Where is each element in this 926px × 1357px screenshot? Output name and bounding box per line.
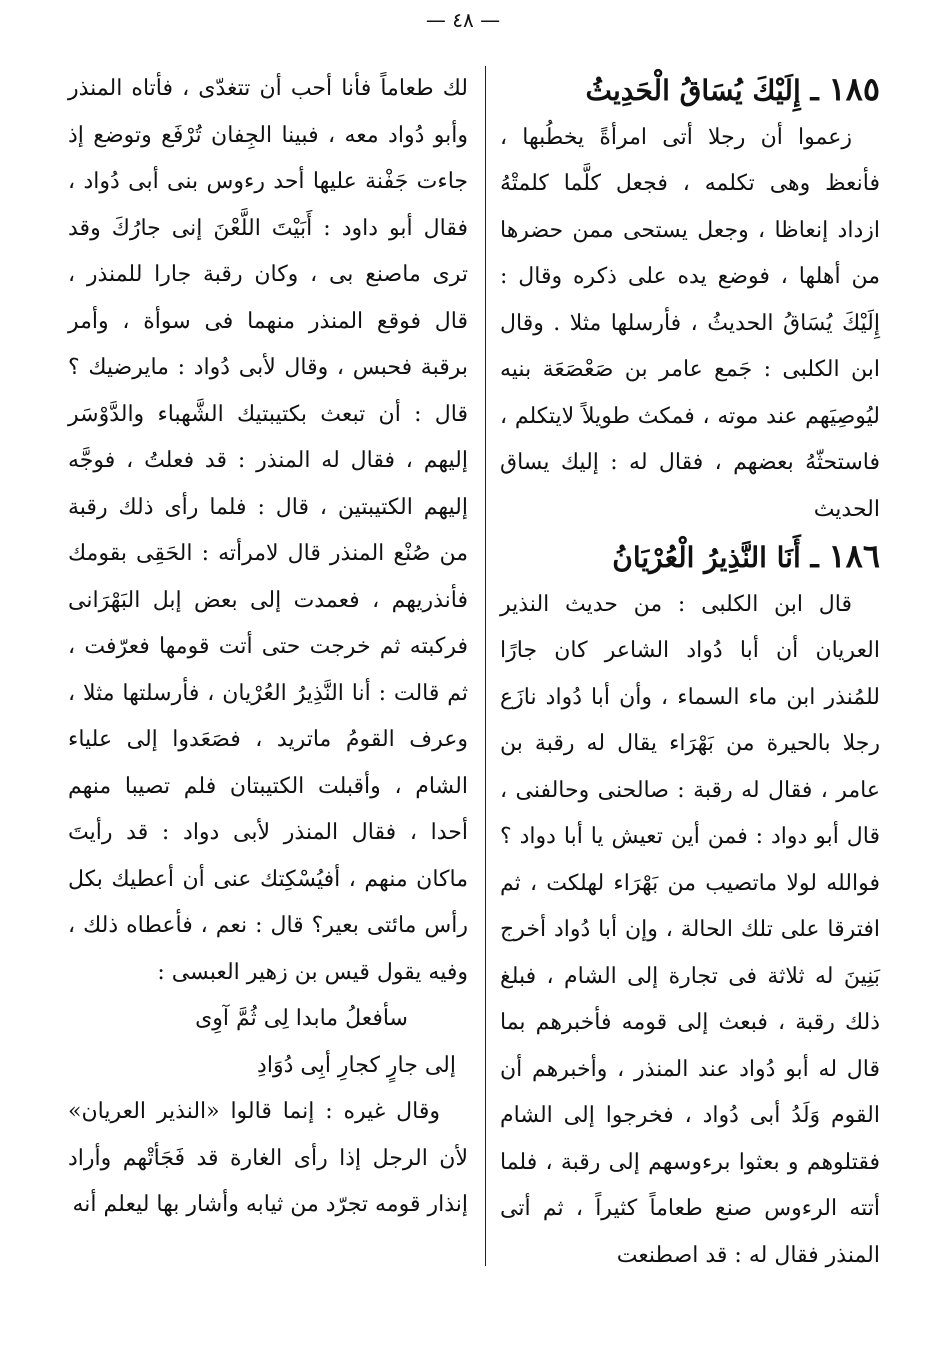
- entry-186-title: ـ أَنَا النَّذِيرُ الْعُرْيَانُ: [612, 541, 819, 574]
- verse-line-1: سأفعلُ مابدا لِى ثُمَّ آوِى: [195, 1006, 408, 1031]
- entry-186-number: ١٨٦: [828, 537, 880, 575]
- left-column-closing-text: وقال غيره : إنما قالوا «النذير العريان» لأن الرجل إذا رأى الغارة قد فَجَأتْهم وأراد إنذار قومه تجرّد من ثيابه وأشار بها ليعلم أنه: [68, 1099, 468, 1217]
- entry-185-text: زعموا أن رجلا أتى امرأةً يخطُبها ، فأنعظ وهى تكلمه ، فجعل كلَّما كلمتْهُ ازداد إنعاظا ، وجعل يستحى ممن حضرها من أهلها ، فوضع يده على ذكره وقال : إِلَيْكَ يُسَاقُ الحديثُ ، فأرسلها مثلا . وقال ابن الكلبى : جَمع عامر بن صَعْصَعَة بنيه ليُوصِيَهم عند موته ، فمكث طويلاً لايتكلم ، فاستحثّهُ بعضهم ، فقال له : إليك يساق الحديث: [500, 124, 880, 522]
- verse-line-2: إلى جارٍ كجارِ أبِى دُوَادِ: [257, 1052, 456, 1078]
- column-divider: [485, 66, 486, 1266]
- entry-186-heading: [500, 533, 880, 582]
- right-column: [500, 66, 880, 1279]
- entry-185-number: ١٨٥: [828, 70, 880, 108]
- entry-185-title: ـ إِلَيْكَ يُسَاقُ الْحَدِيثُ: [585, 74, 819, 107]
- entry-186-text: قال ابن الكلبى : من حديث النذير العريان أن أبا دُواد الشاعر كان جارًا للمُنذر ابن ماء السماء ، وأن أبا دُواد نازَع رجلا بالحيرة من بَهْرَاء يقال له رقبة بن عامر ، فقال له رقبة : صالحنى وحالفنى ، قال أبو دواد : فمن أين تعيش يا أبا دواد ؟ فوالله لولا ماتصيب من بَهْرَاء لهلكت ، ثم افترقا على تلك الحالة ، وإن أبا دُواد أخرج بَنِينَ له ثلاثة فى تجارة إلى الشام ، فبلغ ذلك رقبة ، فبعث إلى قومه فأخبرهم بما قال له أبو دُواد عند المنذر ، وأخبرهم أن القوم وَلَدُ أبى دُواد ، فخرجوا إلى الشام فقتلوهم و بعثوا برءوسهم إلى رقبة ، فلما أتته الرءوس صنع طعاماً كثيراً ، ثم أتى المنذر فقال له : قد اصطنعت: [500, 591, 880, 1268]
- left-column-text: لك طعاماً فأنا أحب أن تتغدّى ، فأتاه المنذر وأبو دُواد معه ، فبينا الجِفان تُرْفَع وتوضع إذ جاءت جَفْنة عليها أحد رءوس بنى أبى دُواد ، فقال أبو داود : أَبَيْتَ اللَّعْنَ إنى جارُكَ وقد ترى ماصنع بى ، وكان رقبة جارا للمنذر ، قال فوقع المنذر منهما فى سوأة ، وأمر برقبة فحبس ، وقال لأبى دُواد : مايرضيك ؟ قال : أن تبعث بكتيبتيك الشَّهباء والدَّوْسَر إليهم ، فقال له المنذر : قد فعلتُ ، فوجَّه إليهم الكتيبتين ، قال : فلما رأى ذلك رقبة من صُنْع المنذر قال لامرأته : الحَقِى بقومك فأنذريهم ، فعمدت إلى بعض إبل البَهْرَانى فركبته ثم خرجت حتى أتت قومها فعرّفت ، ثم قالت : أنا النَّذِيرُ العُرْيان ، فأرسلتها مثلا ، وعرف القومُ ماتريد ، فصَعَدوا إلى علياء الشام ، وأقبلت الكتيبتان فلم تصيبا منهم أحدا ، فقال المنذر لأبى دواد : قد رأيتَ ماكان منهم ، أفيُسْكِتك عنى أن أعطيك بكل رأس مائتى بعير؟ قال : نعم ، فأعطاه ذلك ، وفيه يقول قيس بن زهير العبسى :: [68, 76, 468, 985]
- left-column: [68, 66, 468, 1229]
- page-number: — ٤٨ —: [425, 8, 501, 32]
- entry-185-heading: [500, 66, 880, 115]
